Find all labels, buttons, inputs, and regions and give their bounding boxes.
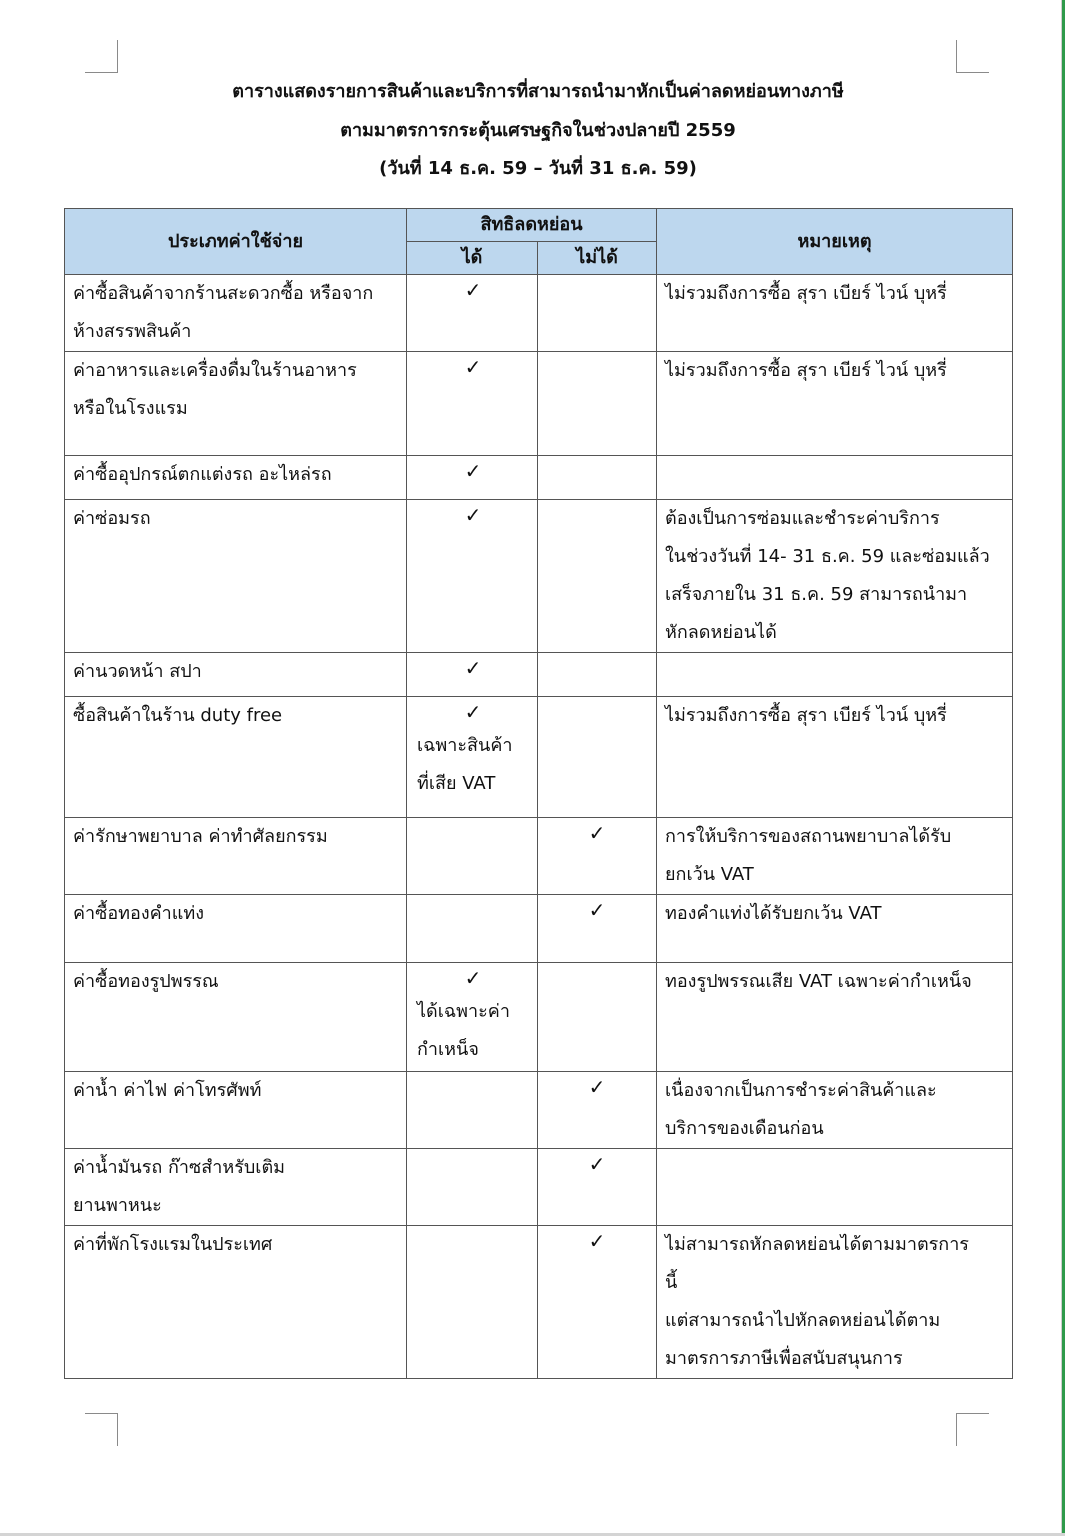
check-icon: ✓ (588, 898, 606, 922)
remark-text: เสร็จภายใน 31 ธ.ค. 59 สามารถนำมา (665, 584, 968, 605)
allowed-cell (407, 1226, 538, 1379)
not-allowed-cell (538, 352, 657, 456)
header-allowed: ได้ (407, 242, 538, 275)
not-allowed-cell (538, 963, 657, 1072)
expense-item-text: ค่าซื้อทองรูปพรรณ (73, 971, 219, 992)
remark-cell (657, 818, 1013, 895)
table-row (65, 1149, 1013, 1226)
document-date-range: (วันที่ 14 ธ.ค. 59 – วันที่ 31 ธ.ค. 59) (379, 158, 697, 179)
expense-item-cell (65, 500, 407, 653)
expense-item-text: ห้างสรรพสินค้า (73, 321, 192, 342)
check-icon: ✓ (464, 656, 482, 680)
expense-item-cell (65, 963, 407, 1072)
allowed-condition-text: ได้เฉพาะค่า (417, 1001, 510, 1022)
check-icon: ✓ (464, 503, 482, 527)
document-subtitle: ตามมาตรการกระตุ้นเศรษฐกิจในช่วงปลายปี 2559 (340, 120, 736, 141)
expense-item-cell (65, 275, 407, 352)
expense-item-text: หรือในโรงแรม (73, 398, 188, 419)
expense-item-cell (65, 697, 407, 818)
remark-text: บริการของเดือนก่อน (665, 1118, 824, 1139)
document-title: ตารางแสดงรายการสินค้าและบริการที่สามารถนำมาหักเป็นค่าลดหย่อนทางภาษี (232, 81, 844, 102)
check-icon: ✓ (464, 966, 482, 990)
expense-item-text: ค่าซื้ออุปกรณ์ตกแต่งรถ อะไหล่รถ (73, 464, 332, 485)
remark-text: มาตรการภาษีเพื่อสนับสนุนการ (665, 1348, 903, 1369)
not-allowed-cell (538, 275, 657, 352)
allowed-cell (407, 1072, 538, 1149)
expense-item-text: ค่ารักษาพยาบาล ค่าทำศัลยกรรม (73, 826, 328, 847)
allowed-cell (407, 697, 538, 818)
remark-cell (657, 352, 1013, 456)
check-icon: ✓ (464, 355, 482, 379)
remark-text: ในช่วงวันที่ 14- 31 ธ.ค. 59 และซ่อมแล้ว (665, 546, 990, 567)
remark-cell (657, 963, 1013, 1072)
allowed-cell (407, 275, 538, 352)
not-allowed-cell (538, 1226, 657, 1379)
allowed-condition-text: เฉพาะสินค้า (417, 735, 513, 756)
remark-text: ไม่สามารถหักลดหย่อนได้ตามมาตรการ (665, 1234, 969, 1255)
remark-text: เนื่องจากเป็นการชำระค่าสินค้าและ (665, 1080, 937, 1101)
page-edge-line (1061, 0, 1062, 1536)
remark-text: ทองรูปพรรณเสีย VAT เฉพาะค่ากำเหน็จ (665, 971, 972, 992)
remark-cell (657, 275, 1013, 352)
remark-text: การให้บริการของสถานพยาบาลได้รับ (665, 826, 952, 847)
expense-item-text: ค่าอาหารและเครื่องดื่มในร้านอาหาร (73, 360, 357, 381)
table-row (65, 818, 1013, 895)
expense-item-cell (65, 456, 407, 500)
not-allowed-cell (538, 1149, 657, 1226)
crop-mark-top-right (956, 40, 989, 73)
header-remark: หมายเหตุ (657, 209, 1013, 275)
not-allowed-cell (538, 895, 657, 963)
expense-item-text: ค่าซื้อสินค้าจากร้านสะดวกซื้อ หรือจาก (73, 283, 374, 304)
remark-text: ทองคำแท่งได้รับยกเว้น VAT (665, 903, 882, 924)
table-row (65, 963, 1013, 1072)
expense-item-cell (65, 895, 407, 963)
remark-cell (657, 456, 1013, 500)
table-row (65, 275, 1013, 352)
not-allowed-cell (538, 1072, 657, 1149)
remark-text: ไม่รวมถึงการซื้อ สุรา เบียร์ ไวน์ บุหรี่ (665, 705, 947, 726)
expense-item-cell (65, 1226, 407, 1379)
table-row (65, 1226, 1013, 1379)
remark-text: ไม่รวมถึงการซื้อ สุรา เบียร์ ไวน์ บุหรี่ (665, 283, 947, 304)
expense-item-text: ค่านวดหน้า สปา (73, 661, 202, 682)
remark-text: แต่สามารถนำไปหักลดหย่อนได้ตาม (665, 1310, 941, 1331)
expense-item-cell (65, 818, 407, 895)
expense-item-text: ค่าที่พักโรงแรมในประเทศ (73, 1234, 273, 1255)
remark-text: หักลดหย่อนได้ (665, 622, 777, 643)
not-allowed-cell (538, 500, 657, 653)
allowed-cell (407, 895, 538, 963)
check-icon: ✓ (588, 1229, 606, 1253)
crop-mark-bottom-right (956, 1413, 989, 1446)
remark-cell (657, 895, 1013, 963)
expense-item-cell (65, 1149, 407, 1226)
check-icon: ✓ (464, 459, 482, 483)
table-row (65, 456, 1013, 500)
not-allowed-cell (538, 456, 657, 500)
check-icon: ✓ (464, 700, 482, 724)
table-row (65, 500, 1013, 653)
remark-text: ต้องเป็นการซ่อมและชำระค่าบริการ (665, 508, 940, 529)
not-allowed-cell (538, 697, 657, 818)
remark-cell (657, 1072, 1013, 1149)
check-icon: ✓ (588, 821, 606, 845)
expense-item-text: ค่าน้ำมันรถ ก๊าซสำหรับเติม (73, 1157, 286, 1178)
expense-item-cell (65, 352, 407, 456)
allowed-cell (407, 653, 538, 697)
expense-item-cell (65, 653, 407, 697)
expense-item-text: ค่าซื้อทองคำแท่ง (73, 903, 205, 924)
header-expense-type: ประเภทค่าใช้จ่าย (65, 209, 407, 275)
remark-text: นี้ (665, 1272, 678, 1293)
table-row (65, 697, 1013, 818)
remark-cell (657, 653, 1013, 697)
allowed-condition-text: ที่เสีย VAT (417, 773, 496, 794)
remark-cell (657, 500, 1013, 653)
remark-cell (657, 1226, 1013, 1379)
not-allowed-cell (538, 818, 657, 895)
expense-item-text: ยานพาหนะ (73, 1195, 162, 1216)
expense-item-text: ซื้อสินค้าในร้าน duty free (73, 705, 283, 726)
remark-text: ไม่รวมถึงการซื้อ สุรา เบียร์ ไวน์ บุหรี่ (665, 360, 947, 381)
header-not-allowed: ไม่ได้ (538, 242, 657, 275)
allowed-cell (407, 818, 538, 895)
check-icon: ✓ (464, 278, 482, 302)
table-row (65, 352, 1013, 456)
header-deduction-rights: สิทธิลดหย่อน (407, 209, 657, 242)
expense-item-text: ค่าซ่อมรถ (73, 508, 151, 529)
expense-item-text: ค่าน้ำ ค่าไฟ ค่าโทรศัพท์ (73, 1080, 262, 1101)
allowed-condition-text: กำเหน็จ (417, 1039, 479, 1060)
allowed-cell (407, 352, 538, 456)
table-row (65, 895, 1013, 963)
allowed-cell (407, 1149, 538, 1226)
table-row (65, 653, 1013, 697)
remark-cell (657, 1149, 1013, 1226)
deduction-table (64, 208, 1013, 1379)
table-row (65, 1072, 1013, 1149)
check-icon: ✓ (588, 1152, 606, 1176)
expense-item-cell (65, 1072, 407, 1149)
allowed-cell (407, 456, 538, 500)
crop-mark-bottom-left (85, 1413, 118, 1446)
not-allowed-cell (538, 653, 657, 697)
allowed-cell (407, 500, 538, 653)
allowed-cell (407, 963, 538, 1072)
remark-text: ยกเว้น VAT (665, 864, 754, 885)
check-icon: ✓ (588, 1075, 606, 1099)
crop-mark-top-left (85, 40, 118, 73)
remark-cell (657, 697, 1013, 818)
